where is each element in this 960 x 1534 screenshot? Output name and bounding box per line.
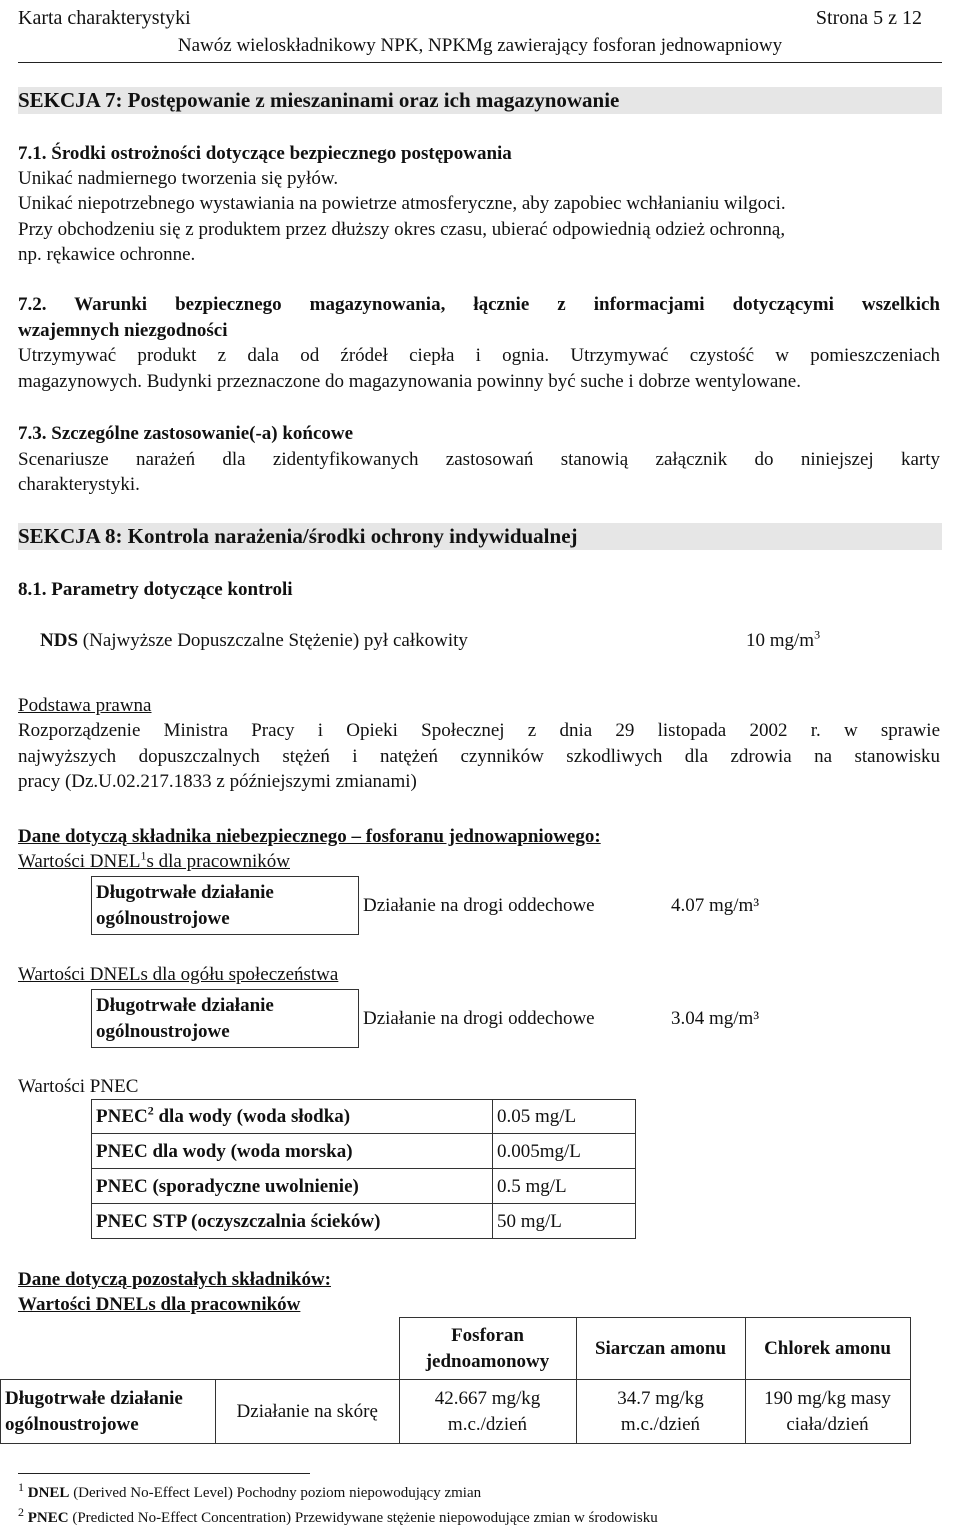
legal-heading: Podstawa prawna bbox=[18, 695, 152, 716]
value-chlorek: 190 mg/kg masy ciała/dzień bbox=[745, 1380, 910, 1444]
nds-value-text: 10 mg/m bbox=[746, 630, 815, 651]
s73-title: 7.3. Szczególne zastosowanie(-a) końcowe bbox=[18, 423, 354, 444]
empty-cell bbox=[216, 1318, 400, 1380]
s71-line1: Unikać nadmiernego tworzenia się pyłów. bbox=[18, 168, 339, 189]
footnote-2 bbox=[18, 1505, 658, 1528]
table-row bbox=[92, 1169, 636, 1204]
nds-value bbox=[746, 628, 820, 653]
nds-exponent: 3 bbox=[814, 627, 821, 642]
footnote-ref-2: 2 bbox=[147, 1103, 154, 1118]
footnote-rule bbox=[18, 1473, 310, 1474]
table-row bbox=[1, 1318, 911, 1380]
empty-cell bbox=[1, 1318, 216, 1380]
other-dnel-table bbox=[0, 1317, 911, 1444]
table-row bbox=[1, 1380, 911, 1444]
s71-line4: np. rękawice ochronne. bbox=[18, 244, 196, 265]
doc-type: Karta charakterystyki bbox=[18, 7, 191, 29]
s71-line2: Unikać niepotrzebnego wystawiania na powietrze atmosferyczne, aby zapobiec wchłanianiu wilgoci. bbox=[18, 193, 786, 214]
dnel-public-effect: Długotrwałe działanie ogólnoustrojowe bbox=[92, 990, 359, 1048]
pnec-label bbox=[92, 1100, 493, 1134]
table-row bbox=[92, 1134, 636, 1169]
pnec-label: PNEC (sporadyczne uwolnienie) bbox=[92, 1169, 493, 1204]
pnec-value: 0.05 mg/L bbox=[493, 1100, 636, 1134]
legal-line3: pracy (Dz.U.02.217.1833 z późniejszymi zmianami) bbox=[18, 771, 417, 792]
pnec-value: 0.005mg/L bbox=[493, 1134, 636, 1169]
legal-line2: najwyższych dopuszczalnych stężeń i natężeń czynników szkodliwych dla zdrowia na stanowisku bbox=[18, 746, 940, 767]
other-dnel-heading: Wartości DNELs dla pracowników bbox=[18, 1294, 301, 1315]
section-7-title: SEKCJA 7: Postępowanie z mieszaninami oraz ich magazynowanie bbox=[18, 87, 942, 114]
nds-row bbox=[40, 628, 468, 653]
table-row bbox=[92, 1204, 636, 1239]
s81-title: 8.1. Parametry dotyczące kontroli bbox=[18, 579, 293, 600]
page-number: Strona 5 z 12 bbox=[815, 7, 922, 29]
dnel-public-value: 3.04 mg/m³ bbox=[671, 1008, 760, 1029]
s73-line1: Scenariusze narażeń dla zidentyfikowanych zastosowań stanowią załącznik do niniejszej karty bbox=[18, 449, 940, 470]
dnel-public-heading-text: Wartości DNELs dla ogółu społeczeństwa bbox=[18, 964, 339, 985]
pnec-heading: Wartości PNEC bbox=[18, 1076, 139, 1097]
header-rule bbox=[18, 62, 942, 63]
footnote-text: (Derived No-Effect Level) Pochodny poziom niepowodujący zmian bbox=[69, 1485, 482, 1501]
pnec-value: 50 mg/L bbox=[493, 1204, 636, 1239]
pnec-label-text: PNEC bbox=[96, 1106, 148, 1127]
dnel-workers-value: 4.07 mg/m³ bbox=[671, 895, 760, 916]
s73-line2: charakterystyki. bbox=[18, 474, 140, 495]
dnel-public-heading bbox=[18, 962, 338, 987]
s72-title-line1: 7.2. Warunki bezpiecznego magazynowania, łącznie z informacjami dotyczącymi wszelkich bbox=[18, 294, 940, 315]
pnec-label: PNEC dla wody (woda morska) bbox=[92, 1134, 493, 1169]
nds-abbr: NDS bbox=[40, 630, 79, 651]
dnel-workers-table bbox=[91, 876, 795, 935]
s72-title-line2: wzajemnych niezgodności bbox=[18, 320, 228, 341]
product-name: Nawóz wieloskładnikowy NPK, NPKMg zawierający fosforan jednowapniowy bbox=[177, 35, 783, 56]
section-8-title: SEKCJA 8: Kontrola narażenia/środki ochrony indywidualnej bbox=[18, 523, 942, 550]
footnote-ref-1: 1 bbox=[140, 848, 147, 863]
table-row bbox=[92, 990, 796, 1048]
dnel-workers-effect: Długotrwałe działanie ogólnoustrojowe bbox=[92, 877, 359, 935]
dnel-workers-route: Działanie na drogi oddechowe bbox=[363, 895, 595, 916]
footnote-text: (Predicted No-Effect Concentration) Przewidywane stężenie niepowodujące zmian w środowisku bbox=[68, 1510, 658, 1526]
dnel-workers-heading bbox=[18, 849, 290, 874]
value-siarczan: 34.7 mg/kg m.c./dzień bbox=[576, 1380, 745, 1444]
dnel-workers-heading-pre: Wartości DNEL bbox=[18, 851, 141, 872]
footnote-abbr: DNEL bbox=[27, 1485, 70, 1501]
footnote-1 bbox=[18, 1480, 482, 1503]
col-chlorek: Chlorek amonu bbox=[745, 1318, 910, 1380]
pnec-value: 0.5 mg/L bbox=[493, 1169, 636, 1204]
dnel-public-table bbox=[91, 989, 795, 1048]
other-effect: Długotrwałe działanie ogólnoustrojowe bbox=[1, 1380, 216, 1444]
footnote-num: 2 bbox=[18, 1505, 24, 1519]
s71-line3: Przy obchodzeniu się z produktem przez dłuższy okres czasu, ubierać odpowiednią odzież ochronną, bbox=[18, 219, 786, 240]
value-fosforan: 42.667 mg/kg m.c./dzień bbox=[399, 1380, 576, 1444]
s71-title: 7.1. Środki ostrożności dotyczące bezpiecznego postępowania bbox=[18, 143, 512, 164]
dnel-public-route: Działanie na drogi oddechowe bbox=[363, 1008, 595, 1029]
pnec-table bbox=[91, 1099, 636, 1239]
col-siarczan: Siarczan amonu bbox=[576, 1318, 745, 1380]
dnel-workers-heading-post: s dla pracowników bbox=[146, 851, 290, 872]
other-heading: Dane dotyczą pozostałych składników: bbox=[18, 1269, 331, 1290]
s72-line1: Utrzymywać produkt z dala od źródeł ciepła i ognia. Utrzymywać czystość w pomieszczeniach bbox=[18, 345, 940, 366]
table-row bbox=[92, 1100, 636, 1134]
footnote-abbr: PNEC bbox=[27, 1510, 69, 1526]
footnote-num: 1 bbox=[18, 1480, 24, 1494]
other-route: Działanie na skórę bbox=[216, 1380, 400, 1444]
legal-line1: Rozporządzenie Ministra Pracy i Opieki Społecznej z dnia 29 listopada 2002 r. w sprawie bbox=[18, 720, 940, 741]
pnec-label: PNEC STP (oczyszczalnia ścieków) bbox=[92, 1204, 493, 1239]
col-fosforan: Fosforan jednoamonowy bbox=[399, 1318, 576, 1380]
nds-text: (Najwyższe Dopuszczalne Stężenie) pył całkowity bbox=[82, 630, 468, 651]
pnec-label-rest: dla wody (woda słodka) bbox=[153, 1106, 351, 1127]
s72-line2: magazynowych. Budynki przeznaczone do magazynowania powinny być suche i dobrze wentylowane. bbox=[18, 371, 801, 392]
hazard-heading: Dane dotyczą składnika niebezpiecznego – fosforanu jednowapniowego: bbox=[18, 826, 601, 847]
table-row bbox=[92, 877, 796, 935]
